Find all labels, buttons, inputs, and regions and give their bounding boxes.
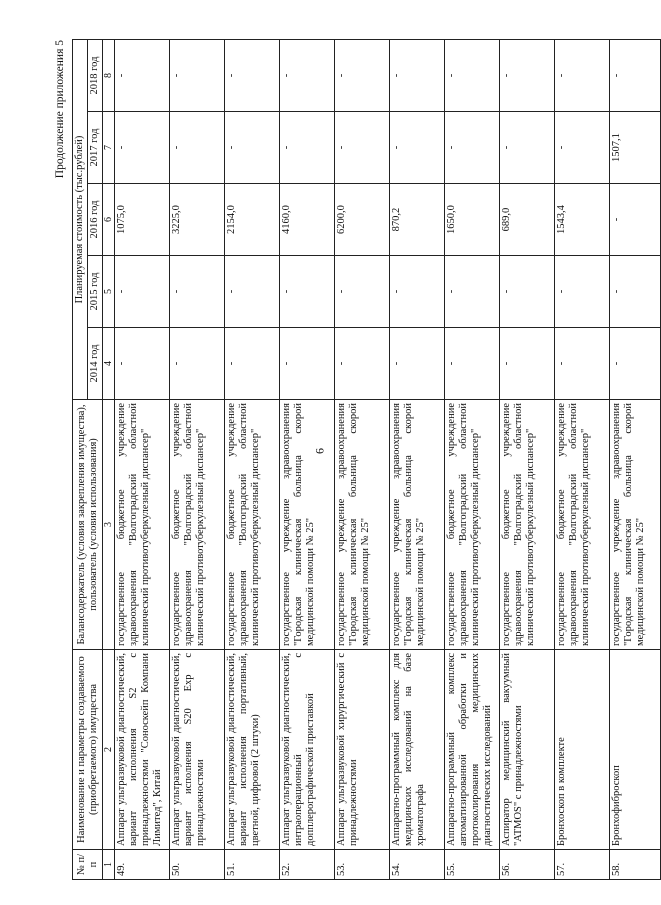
item-name: Аппарат ультразвуковой диагностический, вариант исполнения портативный, цветной, цифровой (2 штуки) <box>225 650 280 850</box>
table-row <box>445 40 500 880</box>
cost-2016: 689,0 <box>500 184 555 256</box>
balance-holder: государственное учреждение здравоохранения "Городская клиническая больница скорой медицинской помощи № 25" <box>280 400 335 650</box>
table-row <box>555 40 610 880</box>
cost-2018: - <box>280 40 335 112</box>
cost-2016: 1075,0 <box>115 184 170 256</box>
column-index: 7 <box>103 112 115 184</box>
column-index: 3 <box>103 400 115 650</box>
cost-2014: - <box>500 328 555 400</box>
row-number: 55. <box>445 850 500 880</box>
item-name: Аппарат ультразвуковой диагностический, интраоперационный с допплерографической приставкой <box>280 650 335 850</box>
header-year: 2016 год <box>88 184 103 256</box>
cost-2017: 1507,1 <box>610 112 661 184</box>
item-name: Аппарат ультразвуковой диагностический, вариант исполнения S20 Exp с принадлежностями <box>170 650 225 850</box>
balance-holder: государственное бюджетное учреждение здравоохранения "Волгоградский областной клинический противотуберкулезный диспансер" <box>445 400 500 650</box>
cost-2015: - <box>170 256 225 328</box>
row-number: 49. <box>115 850 170 880</box>
table-row <box>390 40 445 880</box>
column-index: 1 <box>103 850 115 880</box>
cost-2016: 4160,0 <box>280 184 335 256</box>
cost-2018: - <box>115 40 170 112</box>
header-year: 2018 год <box>88 40 103 112</box>
balance-holder: государственное бюджетное учреждение здравоохранения "Волгоградский областной клинический противотуберкулезный диспансер" <box>225 400 280 650</box>
column-index: 6 <box>103 184 115 256</box>
cost-2015: - <box>555 256 610 328</box>
cost-2016: 3225,0 <box>170 184 225 256</box>
cost-2017: - <box>445 112 500 184</box>
cost-2018: - <box>170 40 225 112</box>
item-name: Аппаратно-программный комплекс для медицинских исследований на базе хроматографа <box>390 650 445 850</box>
cost-2017: - <box>555 112 610 184</box>
cost-2016: 1650,0 <box>445 184 500 256</box>
cost-2018: - <box>335 40 390 112</box>
cost-2016: 2154,0 <box>225 184 280 256</box>
cost-2014: - <box>280 328 335 400</box>
cost-2018: - <box>390 40 445 112</box>
cost-2015: - <box>115 256 170 328</box>
cost-2014: - <box>225 328 280 400</box>
column-index: 8 <box>103 40 115 112</box>
item-name: Аспиратор медицинский вакуумный "ATMOS" с принадлежностями <box>500 650 555 850</box>
continuation-title: Продолжение приложения 5 <box>54 40 66 179</box>
cost-2017: - <box>500 112 555 184</box>
cost-2017: - <box>115 112 170 184</box>
property-table <box>72 39 661 880</box>
row-number: 57. <box>555 850 610 880</box>
cost-2017: - <box>225 112 280 184</box>
balance-holder: государственное учреждение здравоохранения "Городская клиническая больница скорой медицинской помощи № 25" <box>390 400 445 650</box>
header-year: 2017 год <box>88 112 103 184</box>
balance-holder: государственное бюджетное учреждение здравоохранения "Волгоградский областной клинический противотуберкулезный диспансер" <box>555 400 610 650</box>
header-holder: Балансодержатель (условия закрепления имущества), пользователь (условия использования) <box>73 400 103 650</box>
cost-2018: - <box>225 40 280 112</box>
item-name: Аппарат ультразвуковой диагностический, вариант исполнения S2 с принадлежностями "Соноскейп Компани Лимитед", Китай <box>115 650 170 850</box>
table-row <box>335 40 390 880</box>
cost-2014: - <box>445 328 500 400</box>
column-index: 2 <box>103 650 115 850</box>
table-row <box>170 40 225 880</box>
cost-2015: - <box>390 256 445 328</box>
cost-2014: - <box>390 328 445 400</box>
balance-holder: государственное учреждение здравоохранения "Городская клиническая больница скорой медицинской помощи № 25" <box>335 400 390 650</box>
header-planned-cost: Планируемая стоимость (тыс.рублей) <box>73 40 88 400</box>
cost-2018: - <box>500 40 555 112</box>
row-number: 50. <box>170 850 225 880</box>
cost-2017: - <box>170 112 225 184</box>
cost-2015: - <box>445 256 500 328</box>
row-number: 54. <box>390 850 445 880</box>
cost-2014: - <box>555 328 610 400</box>
header-year: 2014 год <box>88 328 103 400</box>
cost-2016: 6200,0 <box>335 184 390 256</box>
row-number: 58. <box>610 850 661 880</box>
cost-2017: - <box>280 112 335 184</box>
balance-holder: государственное бюджетное учреждение здравоохранения "Волгоградский областной клинический противотуберкулезный диспансер" <box>115 400 170 650</box>
item-name: Бронхоскоп в комплекте <box>555 650 610 850</box>
cost-2016: 1543,4 <box>555 184 610 256</box>
row-number: 51. <box>225 850 280 880</box>
balance-holder: государственное бюджетное учреждение здравоохранения "Волгоградский областной клинический противотуберкулезный диспансер" <box>500 400 555 650</box>
cost-2014: - <box>335 328 390 400</box>
cost-2017: - <box>335 112 390 184</box>
column-index: 4 <box>103 328 115 400</box>
cost-2016: 870,2 <box>390 184 445 256</box>
row-number: 56. <box>500 850 555 880</box>
table-row <box>500 40 555 880</box>
row-number: 52. <box>280 850 335 880</box>
cost-2014: - <box>610 328 661 400</box>
column-index: 5 <box>103 256 115 328</box>
header-year: 2015 год <box>88 256 103 328</box>
cost-2018: - <box>610 40 661 112</box>
row-number: 53. <box>335 850 390 880</box>
cost-2018: - <box>445 40 500 112</box>
table-row <box>225 40 280 880</box>
cost-2015: - <box>225 256 280 328</box>
header-num: № п/п <box>73 850 103 880</box>
balance-holder: государственное бюджетное учреждение здравоохранения "Волгоградский областной клинический противотуберкулезный диспансер" <box>170 400 225 650</box>
cost-2015: - <box>280 256 335 328</box>
cost-2018: - <box>555 40 610 112</box>
cost-2017: - <box>390 112 445 184</box>
rotated-page <box>50 30 646 880</box>
cost-2015: - <box>610 256 661 328</box>
cost-2014: - <box>170 328 225 400</box>
table-row <box>610 40 661 880</box>
page-number: 6 <box>312 448 327 454</box>
table-row <box>115 40 170 880</box>
item-name: Аппарат ультразвуковой хирургический с принадлежностями <box>335 650 390 850</box>
table-row <box>280 40 335 880</box>
header-name: Наименование и параметры создаваемого (приобретаемого) имущества <box>73 650 103 850</box>
balance-holder: государственное учреждение здравоохранения "Городская клиническая больница скорой медицинской помощи № 25" <box>610 400 661 650</box>
cost-2014: - <box>115 328 170 400</box>
cost-2015: - <box>335 256 390 328</box>
cost-2015: - <box>500 256 555 328</box>
item-name: Аппаратно-программный комплекс автоматизированной обработки и протоколирования медицинских диагностических исследований <box>445 650 500 850</box>
cost-2016: - <box>610 184 661 256</box>
item-name: Бронхофиброскоп <box>610 650 661 850</box>
